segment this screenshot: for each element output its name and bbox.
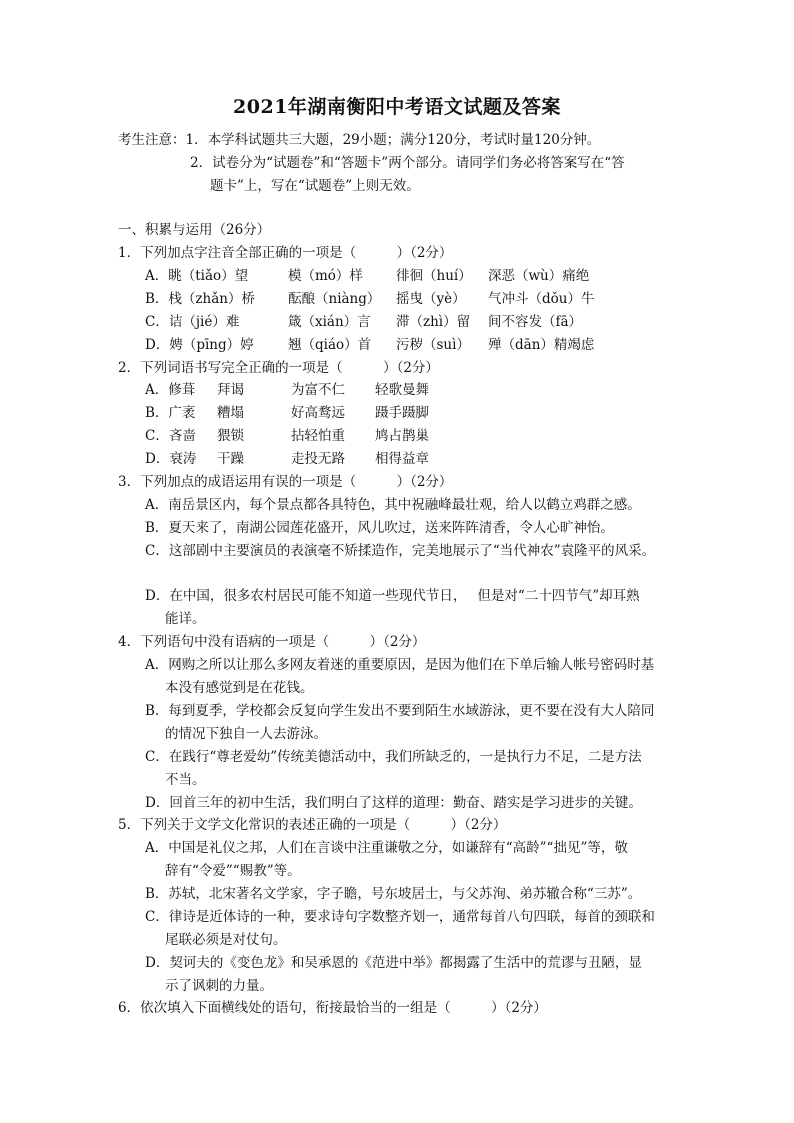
- q3-stem: 3．下列加点的成语运用有误的一项是（ ）（2分）: [118, 474, 453, 490]
- option-cell: 污秽（suì）: [396, 337, 470, 353]
- q3-option-a: A．南岳景区内，每个景点都各具特色，其中祝融峰最壮观，给人以鹤立鸡群之感。: [145, 497, 641, 513]
- q2-option-d: [145, 450, 429, 468]
- option-cell: 滞（zhì）留: [396, 314, 471, 330]
- q5-option-b: B．苏轼，北宋著名文学家，字子瞻，号东坡居士，与父苏洵、弟苏辙合称“三苏”。: [145, 886, 642, 902]
- q3-option-d-cont: 能详。: [165, 611, 206, 627]
- q1-option-d: [145, 336, 594, 354]
- option-cell: 殚（dān）精竭虑: [488, 337, 595, 353]
- option-cell: 轻歌曼舞: [375, 382, 429, 398]
- q3-option-d: D．在中国，很多农村居民可能不知道一些现代节日， 但是对“二十四节气”却耳熟: [145, 588, 640, 604]
- option-cell: 蹑手蹑脚: [375, 405, 429, 421]
- option-cell: 走投无路: [291, 451, 345, 467]
- option-cell: C．诘（jié）难: [145, 314, 240, 330]
- option-cell: 箴（xián）言: [288, 314, 371, 330]
- notes-label: 考生注意：: [118, 132, 186, 148]
- option-cell: 模（mó）样: [288, 268, 363, 284]
- option-cell: 鸠占鹊巢: [375, 428, 429, 444]
- q4-option-a-cont: 本没有感觉到是在花钱。: [165, 680, 314, 696]
- q1-stem: 1．下列加点字注音全部正确的一项是（ ）（2分）: [118, 245, 453, 261]
- q5-stem: 5．下列关于文学文化常识的表述正确的一项是（ ）（2分）: [118, 817, 507, 833]
- q4-option-a: A．网购之所以让那么多网友着迷的重要原因，是因为他们在下单后输人帐号密码时基: [145, 657, 655, 673]
- q5-option-c-cont: 尾联必须是对仗句。: [165, 932, 287, 948]
- option-cell: D．娉（pīng）婷: [145, 337, 254, 353]
- section-heading: 一、积累与运用（26分）: [118, 222, 271, 238]
- document-title: 2021年湖南衡阳中考语文试题及答案: [233, 96, 561, 118]
- q5-option-c: C．律诗是近体诗的一种，要求诗句字数整齐划一，通常每首八句四联，每首的颈联和: [145, 909, 655, 925]
- q2-option-a: [145, 381, 429, 399]
- option-cell: 相得益章: [375, 451, 429, 467]
- option-cell: 徘徊（huí）: [396, 268, 472, 284]
- q4-option-b: B．每到夏季，学校都会反复向学生发出不要到陌生水域游泳，更不要在没有大人陪同: [145, 703, 655, 719]
- option-cell: 为富不仁: [291, 382, 345, 398]
- q2-option-c: [145, 427, 429, 445]
- option-cell: B．广袤: [145, 405, 196, 421]
- option-cell: 间不容发（fā）: [488, 314, 583, 330]
- q2-option-b: [145, 404, 429, 422]
- q1-option-c: [145, 313, 582, 331]
- q4-option-d: D．回首三年的初中生活，我们明白了这样的道理：勤奋、踏实是学习进步的关键。: [145, 795, 642, 811]
- option-cell: 好高鹜远: [291, 405, 345, 421]
- option-cell: 猥锁: [217, 428, 244, 444]
- option-cell: B．栈（zhǎn）桥: [145, 291, 255, 307]
- notes-line-1: [118, 131, 600, 149]
- q4-stem: 4．下列语句中没有语病的一项是（ ）（2分）: [118, 634, 426, 650]
- option-cell: A．修葺: [145, 382, 196, 398]
- q2-stem: 2．下列词语书写完全正确的一项是（ ）（2分）: [118, 360, 439, 376]
- q3-option-c: C．这部剧中主要演员的表演毫不矫揉造作，完美地展示了“当代神农”袁隆平的风采。: [145, 543, 656, 559]
- notes-item-2-line-1: 2．试卷分为“试题卷”和“答题卡”两个部分。请同学们务必将答案写在“答: [190, 155, 625, 171]
- option-cell: C．吝啬: [145, 428, 196, 444]
- q6-stem: 6．依次填入下面横线处的语句，衔接最恰当的一组是（ ）（2分）: [118, 1000, 547, 1016]
- notes-item-2-line-2: 题卡”上，写在“试题卷”上则无效。: [210, 178, 420, 194]
- q5-option-a-cont: 辞有“令爱”“赐教”等。: [165, 863, 301, 879]
- q5-option-d-cont: 示了讽刺的力量。: [165, 978, 273, 994]
- option-cell: 糟塌: [217, 405, 244, 421]
- option-cell: D．衰涛: [145, 451, 197, 467]
- q3-option-b: B．夏天来了，南湖公园莲花盛开，风儿吹过，送来阵阵清香，令人心旷神怡。: [145, 520, 614, 536]
- q4-option-c-cont: 不当。: [165, 772, 206, 788]
- q1-option-b: [145, 290, 594, 308]
- q1-option-a: [145, 267, 589, 285]
- notes-item-1: 1．本学科试题共三大题，29小题；满分120分，考试时量120分钟。: [185, 132, 601, 148]
- option-cell: 拈轻怕重: [291, 428, 345, 444]
- q4-option-b-cont: 的情况下独自一人去游泳。: [165, 726, 327, 742]
- option-cell: 干躁: [217, 451, 244, 467]
- option-cell: 气冲斗（dǒu）牛: [488, 291, 595, 307]
- option-cell: A．眺（tiǎo）望: [145, 268, 249, 284]
- option-cell: 摇曳（yè）: [396, 291, 466, 307]
- option-cell: 深恶（wù）痛绝: [488, 268, 590, 284]
- q5-option-a: A．中国是礼仪之邦，人们在言谈中注重谦敬之分，如谦辞有“高龄”“拙见”等，敬: [145, 840, 628, 856]
- option-cell: 翘（qiáo）首: [288, 337, 372, 353]
- q4-option-c: C．在践行“尊老爱幼”传统美德活动中，我们所缺乏的，一是执行力不足，二是方法: [145, 749, 642, 765]
- q5-option-d: D．契诃夫的《变色龙》和吴承恩的《范进中举》都揭露了生活中的荒谬与丑陋，显: [145, 955, 642, 971]
- option-cell: 拜谒: [217, 382, 244, 398]
- option-cell: 酝酿（niàng）: [288, 291, 381, 307]
